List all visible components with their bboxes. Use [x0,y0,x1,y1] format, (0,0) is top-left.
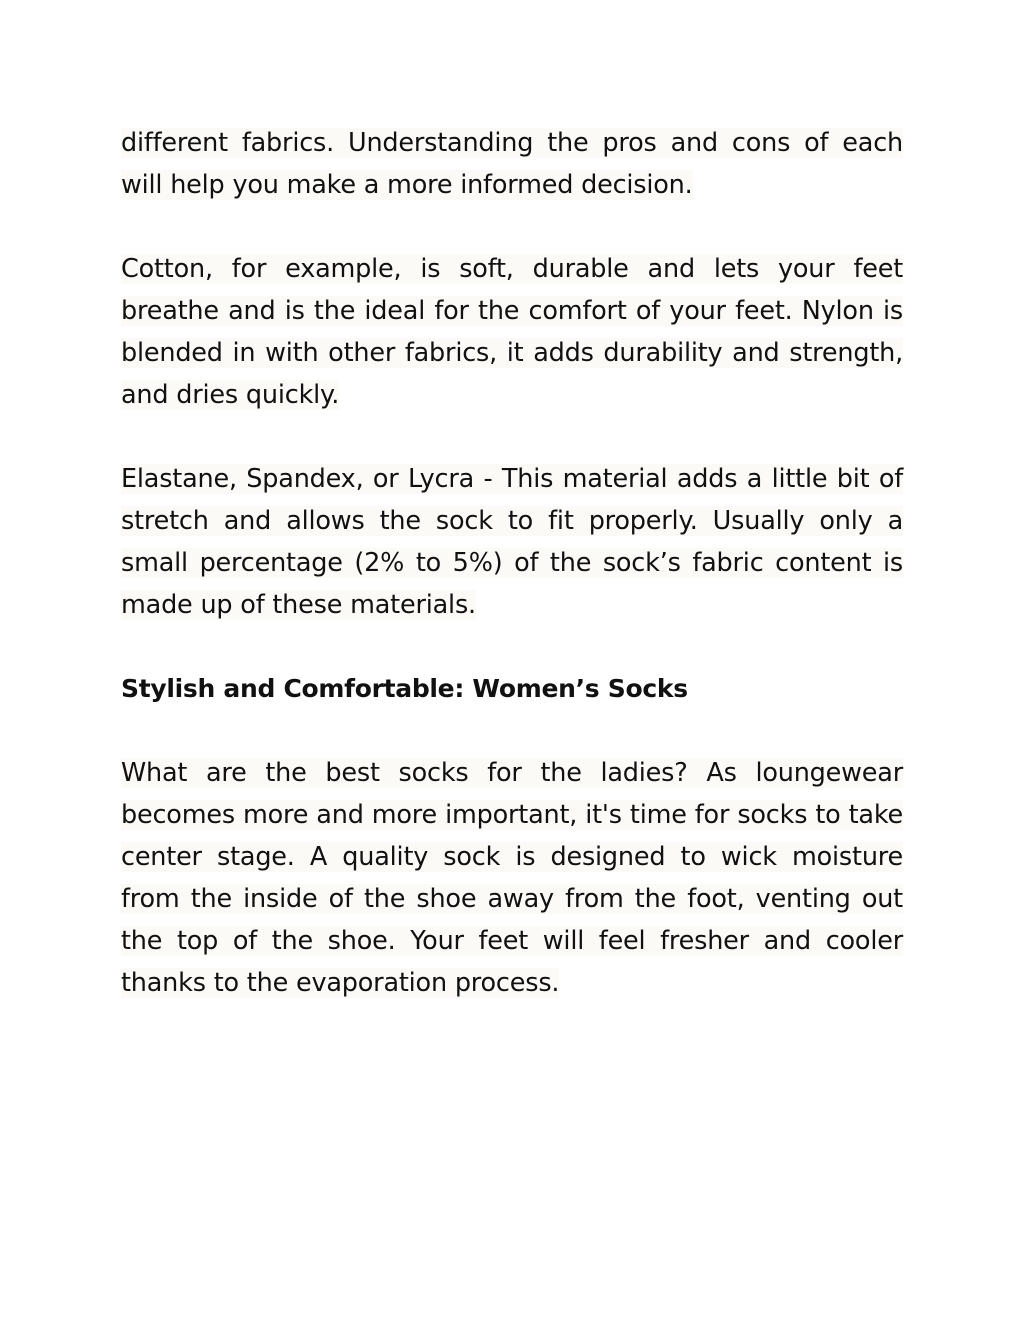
paragraph-text: Cotton, for example, is soft, durable and lets your feet breathe and is the ideal for the comfort of your feet. Nylon is blended in with other fabrics, it adds durability and strength, and dries quickly. [121,254,903,410]
paragraph-womens-socks [121,752,903,1004]
paragraph-text: different fabrics. Understanding the pros and cons of each will help you make a more informed decision. [121,128,903,200]
paragraph-text: Elastane, Spandex, or Lycra - This material adds a little bit of stretch and allows the sock to fit properly. Usually only a small percentage (2% to 5%) of the sock’s fabric content is made up of these materials. [121,464,903,620]
paragraph-elastane [121,458,903,626]
paragraph-text: What are the best socks for the ladies? As loungewear becomes more and more important, it's time for socks to take center stage. A quality sock is designed to wick moisture from the inside of the shoe away from the foot, venting out the top of the shoe. Your feet will feel fresher and cooler thanks to the evaporation process. [121,758,903,998]
paragraph-fabrics-intro [121,122,903,206]
section-heading: Stylish and Comfortable: Women’s Socks [121,674,688,703]
paragraph-cotton-nylon [121,248,903,416]
document-page [121,122,903,1046]
